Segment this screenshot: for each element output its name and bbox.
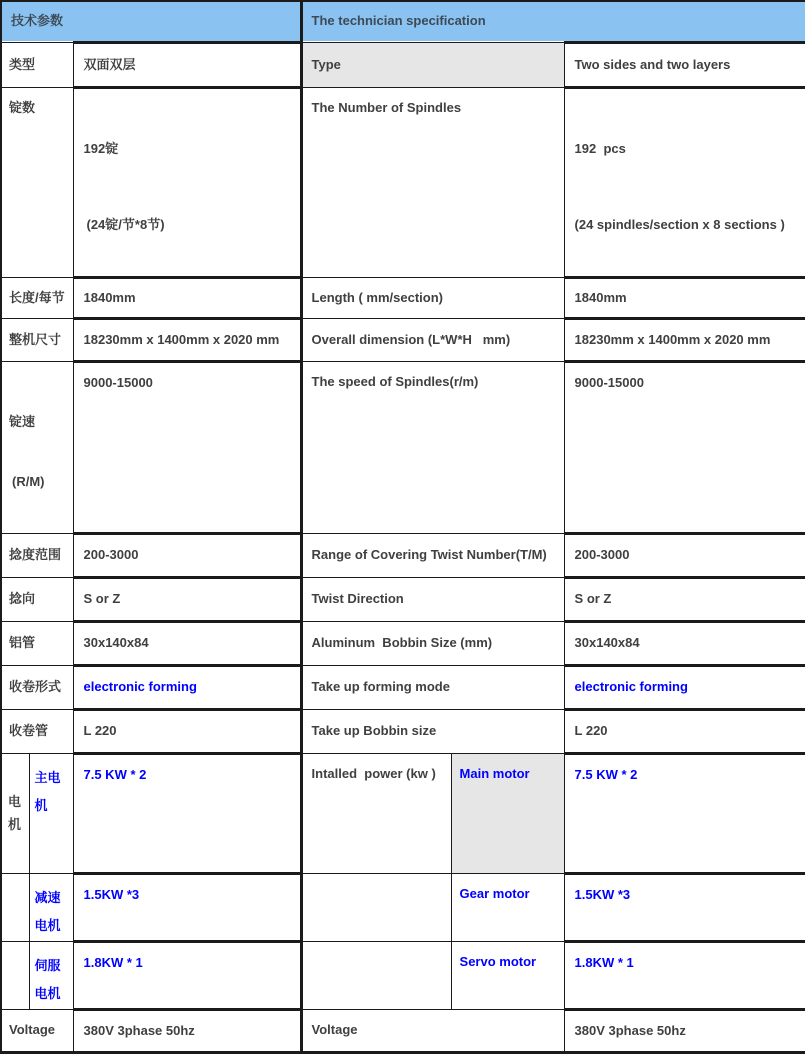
header-cell-en: The technician specification (301, 1, 805, 42)
row-label-zh: 类型 (1, 42, 73, 87)
cell-en-value: 30x140x84 (564, 621, 805, 665)
table-row-voltage (1, 1009, 805, 1052)
value-line-1: 192 pcs (574, 140, 626, 156)
cell-en-label: Aluminum Bobbin Size (mm) (301, 621, 564, 665)
row-label-zh: 锭数 (1, 87, 73, 277)
motor-group-label-spacer (1, 941, 29, 1009)
header-cell-zh: 技术参数 (1, 1, 301, 42)
motor-en-group-spacer (301, 873, 451, 941)
cell-en-label: Take up Bobbin size (301, 709, 564, 753)
cell-zh-value: 18230mm x 1400mm x 2020 mm (73, 318, 301, 361)
table-row-motor-servo (1, 941, 805, 1009)
motor-en-value: 7.5 KW * 2 (564, 753, 805, 873)
table-row-motor-gear (1, 873, 805, 941)
row-label-zh: 捻度范围 (1, 533, 73, 577)
table-row-motor-main (1, 753, 805, 873)
row-label-zh: 整机尺寸 (1, 318, 73, 361)
cell-en-label: The Number of Spindles (301, 87, 564, 277)
cell-en-label: The speed of Spindles(r/m) (301, 361, 564, 533)
cell-zh-value: L 220 (73, 709, 301, 753)
label-line-1: 锭速 (9, 413, 36, 429)
motor-group-label-spacer (1, 873, 29, 941)
motor-sub-label: 减速电机 (29, 873, 73, 941)
table-row (1, 577, 805, 621)
motor-en-group-label: Intalled power (kw ) (301, 753, 451, 873)
cell-en-value (564, 87, 805, 277)
cell-zh-value: 200-3000 (73, 533, 301, 577)
table-row (1, 533, 805, 577)
cell-zh-value: 双面双层 (73, 42, 301, 87)
cell-en-label: Range of Covering Twist Number(T/M) (301, 533, 564, 577)
motor-zh-value: 7.5 KW * 2 (73, 753, 301, 873)
value-line-2: (24锭/节*8节) (86, 216, 165, 232)
value-line-2: (24 spindles/section x 8 sections ) (574, 216, 785, 232)
row-label-zh: 长度/每节 (1, 277, 73, 318)
motor-en-value: 1.8KW * 1 (564, 941, 805, 1009)
table-row (1, 361, 805, 533)
row-label-zh (1, 361, 73, 533)
table-row (1, 87, 805, 277)
table-row (1, 621, 805, 665)
table-row (1, 42, 805, 87)
cell-en-label: Voltage (301, 1009, 564, 1052)
cell-en-value: Two sides and two layers (564, 42, 805, 87)
motor-en-value: 1.5KW *3 (564, 873, 805, 941)
motor-sub-label: 主电机 (29, 753, 73, 873)
row-label-zh: 收卷形式 (1, 665, 73, 709)
cell-en-value: 18230mm x 1400mm x 2020 mm (564, 318, 805, 361)
table-row (1, 318, 805, 361)
motor-en-group-spacer (301, 941, 451, 1009)
motor-zh-value: 1.8KW * 1 (73, 941, 301, 1009)
cell-zh-value (73, 87, 301, 277)
cell-zh-value: 380V 3phase 50hz (73, 1009, 301, 1052)
table-row (1, 277, 805, 318)
cell-zh-value: electronic forming (73, 665, 301, 709)
table-header-row (1, 1, 805, 42)
cell-zh-value: 9000-15000 (73, 361, 301, 533)
cell-en-value: 200-3000 (564, 533, 805, 577)
row-label-zh: 铝管 (1, 621, 73, 665)
cell-en-label: Length ( mm/section) (301, 277, 564, 318)
cell-en-label: Type (301, 42, 564, 87)
motor-sub-label: 伺服电机 (29, 941, 73, 1009)
cell-en-value: L 220 (564, 709, 805, 753)
cell-en-value: S or Z (564, 577, 805, 621)
motor-en-sub-label: Servo motor (451, 941, 564, 1009)
row-label-zh: 收卷管 (1, 709, 73, 753)
table-row (1, 709, 805, 753)
label-line-2: (R/M) (12, 473, 45, 489)
value-line-1: 192锭 (83, 140, 119, 156)
cell-en-label: Take up forming mode (301, 665, 564, 709)
cell-en-value: electronic forming (564, 665, 805, 709)
row-label-zh: 捻向 (1, 577, 73, 621)
row-label-zh: Voltage (1, 1009, 73, 1052)
motor-en-sub-label: Gear motor (451, 873, 564, 941)
cell-en-label: Overall dimension (L*W*H mm) (301, 318, 564, 361)
motor-group-label: 电机 (1, 753, 29, 873)
cell-en-value: 1840mm (564, 277, 805, 318)
cell-en-value: 380V 3phase 50hz (564, 1009, 805, 1052)
cell-en-value: 9000-15000 (564, 361, 805, 533)
cell-en-label: Twist Direction (301, 577, 564, 621)
cell-zh-value: S or Z (73, 577, 301, 621)
cell-zh-value: 1840mm (73, 277, 301, 318)
motor-en-sub-label: Main motor (451, 753, 564, 873)
table-row (1, 665, 805, 709)
cell-zh-value: 30x140x84 (73, 621, 301, 665)
motor-zh-value: 1.5KW *3 (73, 873, 301, 941)
